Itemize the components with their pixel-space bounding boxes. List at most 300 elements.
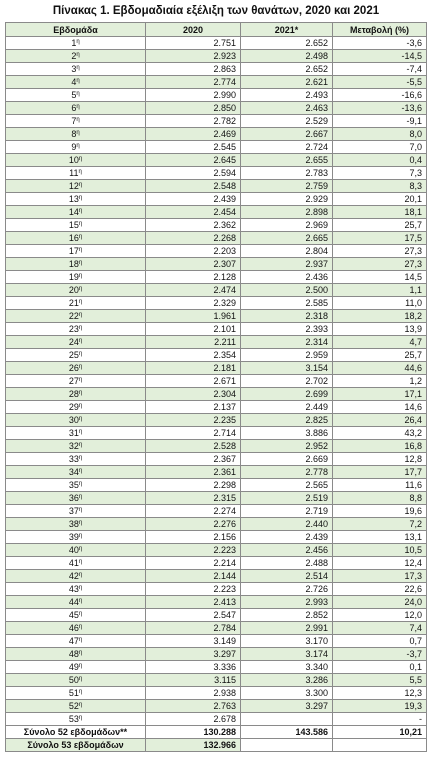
week-number: 19: [68, 272, 79, 282]
week-number: 53: [68, 714, 79, 724]
week-cell: [6, 700, 146, 713]
header-2020: 2020: [146, 23, 241, 37]
week-number: 4: [71, 77, 77, 87]
week-suffix: η: [78, 702, 83, 708]
deaths-2021-cell: 2.314: [241, 336, 333, 349]
deaths-2020-cell: 2.144: [146, 570, 241, 583]
change-percent-cell: -9,1: [333, 115, 427, 128]
deaths-2020-cell: 2.678: [146, 713, 241, 726]
deaths-2021-cell: 2.991: [241, 622, 333, 635]
week-suffix: η: [78, 637, 83, 643]
week-cell: [6, 583, 146, 596]
week-cell: [6, 193, 146, 206]
week-suffix: η: [78, 494, 83, 500]
week-number: 17: [68, 246, 79, 256]
week-suffix: η: [78, 598, 83, 604]
table-row: [6, 648, 427, 661]
week-suffix: η: [78, 520, 83, 526]
change-percent-cell: 12,8: [333, 453, 427, 466]
deaths-2020-cell: 2.439: [146, 193, 241, 206]
week-suffix: η: [78, 416, 83, 422]
deaths-2020-cell: 2.156: [146, 531, 241, 544]
total-53-change: [333, 739, 427, 752]
deaths-2020-cell: 2.298: [146, 479, 241, 492]
deaths-2020-cell: 2.223: [146, 544, 241, 557]
deaths-2021-cell: 2.669: [241, 453, 333, 466]
deaths-2021-cell: 3.286: [241, 674, 333, 687]
week-cell: [6, 544, 146, 557]
week-suffix: η: [78, 312, 83, 318]
week-number: 29: [68, 402, 79, 412]
week-suffix: η: [76, 78, 80, 84]
deaths-2020-cell: 2.863: [146, 63, 241, 76]
week-number: 37: [68, 506, 79, 516]
deaths-2020-cell: 2.181: [146, 362, 241, 375]
deaths-2020-cell: 2.671: [146, 375, 241, 388]
change-percent-cell: 11,6: [333, 479, 427, 492]
week-suffix: η: [78, 221, 83, 227]
deaths-2020-cell: 2.474: [146, 284, 241, 297]
week-cell: [6, 310, 146, 323]
change-percent-cell: -16,6: [333, 89, 427, 102]
table-row: [6, 193, 427, 206]
week-suffix: η: [78, 455, 83, 461]
deaths-2021-cell: 2.702: [241, 375, 333, 388]
table-row: [6, 661, 427, 674]
week-number: 18: [68, 259, 79, 269]
deaths-2020-cell: 1.961: [146, 310, 241, 323]
week-suffix: η: [78, 624, 83, 630]
table-row: [6, 635, 427, 648]
table-row: [6, 700, 427, 713]
table-row: [6, 232, 427, 245]
table-row: [6, 89, 427, 102]
week-number: 15: [68, 220, 79, 230]
change-percent-cell: 5,5: [333, 674, 427, 687]
week-cell: [6, 50, 146, 63]
change-percent-cell: 17,1: [333, 388, 427, 401]
deaths-2021-cell: 2.724: [241, 141, 333, 154]
week-suffix: η: [78, 247, 83, 253]
change-percent-cell: -3,7: [333, 648, 427, 661]
deaths-2021-cell: 2.514: [241, 570, 333, 583]
week-suffix: η: [76, 130, 80, 136]
deaths-2021-cell: 2.993: [241, 596, 333, 609]
week-number: 22: [68, 311, 79, 321]
week-suffix: η: [76, 91, 80, 97]
deaths-2021-cell: 2.493: [241, 89, 333, 102]
week-number: 12: [68, 181, 79, 191]
deaths-2020-cell: 2.413: [146, 596, 241, 609]
week-cell: [6, 167, 146, 180]
change-percent-cell: 44,6: [333, 362, 427, 375]
change-percent-cell: 8,0: [333, 128, 427, 141]
week-suffix: η: [78, 507, 83, 513]
week-cell: [6, 154, 146, 167]
table-row: [6, 180, 427, 193]
deaths-2020-cell: 2.367: [146, 453, 241, 466]
deaths-2020-cell: 2.454: [146, 206, 241, 219]
deaths-2020-cell: 2.307: [146, 258, 241, 271]
week-number: 39: [68, 532, 79, 542]
table-row: [6, 375, 427, 388]
change-percent-cell: 12,3: [333, 687, 427, 700]
week-cell: [6, 219, 146, 232]
total-52-row: [6, 726, 427, 739]
total-53-label: Σύνολο 53 εβδομάδων: [6, 739, 146, 752]
week-number: 25: [68, 350, 79, 360]
week-number: 41: [68, 558, 79, 568]
deaths-2020-cell: 2.268: [146, 232, 241, 245]
deaths-2020-cell: 2.714: [146, 427, 241, 440]
week-number: 6: [71, 103, 77, 113]
change-percent-cell: -13,6: [333, 102, 427, 115]
week-number: 28: [68, 389, 79, 399]
change-percent-cell: -7,4: [333, 63, 427, 76]
week-suffix: η: [76, 39, 80, 45]
deaths-2020-cell: 2.315: [146, 492, 241, 505]
deaths-2021-cell: 2.318: [241, 310, 333, 323]
change-percent-cell: 7,3: [333, 167, 427, 180]
week-number: 49: [68, 662, 79, 672]
week-cell: [6, 518, 146, 531]
deaths-2020-cell: 2.990: [146, 89, 241, 102]
table-row: [6, 596, 427, 609]
deaths-2020-cell: 2.547: [146, 609, 241, 622]
table-row: [6, 622, 427, 635]
week-number: 40: [68, 545, 79, 555]
week-number: 9: [71, 142, 77, 152]
header-change: Μεταβολή (%): [333, 23, 427, 37]
week-suffix: η: [78, 715, 83, 721]
deaths-2021-cell: 3.170: [241, 635, 333, 648]
deaths-2020-cell: 2.782: [146, 115, 241, 128]
week-cell: [6, 284, 146, 297]
week-number: 51: [68, 688, 79, 698]
deaths-2021-cell: 2.439: [241, 531, 333, 544]
week-number: 1: [71, 38, 77, 48]
week-suffix: η: [78, 442, 83, 448]
week-suffix: η: [78, 273, 83, 279]
week-cell: [6, 401, 146, 414]
week-number: 43: [68, 584, 79, 594]
deaths-2020-cell: 2.923: [146, 50, 241, 63]
week-cell: [6, 414, 146, 427]
week-cell: [6, 635, 146, 648]
week-cell: [6, 102, 146, 115]
week-suffix: η: [78, 481, 83, 487]
total-53-row: [6, 739, 427, 752]
week-number: 7: [71, 116, 77, 126]
change-percent-cell: 0,1: [333, 661, 427, 674]
table-body: [6, 37, 427, 726]
deaths-2020-cell: 2.469: [146, 128, 241, 141]
deaths-2020-cell: 2.354: [146, 349, 241, 362]
week-number: 47: [68, 636, 79, 646]
week-number: 35: [68, 480, 79, 490]
week-suffix: η: [78, 338, 83, 344]
week-number: 38: [68, 519, 79, 529]
week-cell: [6, 271, 146, 284]
deaths-2020-cell: 2.751: [146, 37, 241, 50]
change-percent-cell: 11,0: [333, 297, 427, 310]
week-number: 31: [68, 428, 79, 438]
change-percent-cell: 8,3: [333, 180, 427, 193]
week-number: 52: [68, 701, 79, 711]
table-row: [6, 414, 427, 427]
deaths-2021-cell: 2.952: [241, 440, 333, 453]
deaths-2021-cell: 2.759: [241, 180, 333, 193]
deaths-2020-cell: 2.362: [146, 219, 241, 232]
total-52-2020: 130.288: [146, 726, 241, 739]
deaths-2021-cell: 2.699: [241, 388, 333, 401]
week-number: 21: [68, 298, 79, 308]
deaths-2020-cell: 2.128: [146, 271, 241, 284]
week-cell: [6, 661, 146, 674]
deaths-2020-cell: 2.850: [146, 102, 241, 115]
deaths-2021-cell: 2.804: [241, 245, 333, 258]
deaths-2021-cell: 2.621: [241, 76, 333, 89]
week-number: 26: [68, 363, 79, 373]
table-row: [6, 167, 427, 180]
table-row: [6, 245, 427, 258]
week-cell: [6, 466, 146, 479]
week-cell: [6, 362, 146, 375]
week-number: 34: [68, 467, 79, 477]
week-suffix: η: [78, 169, 82, 175]
deaths-2021-cell: 2.498: [241, 50, 333, 63]
deaths-2021-cell: 2.440: [241, 518, 333, 531]
deaths-2020-cell: 2.361: [146, 466, 241, 479]
week-cell: [6, 570, 146, 583]
deaths-2020-cell: 2.774: [146, 76, 241, 89]
deaths-2021-cell: 2.959: [241, 349, 333, 362]
change-percent-cell: 25,7: [333, 219, 427, 232]
week-suffix: η: [78, 585, 83, 591]
change-percent-cell: 18,2: [333, 310, 427, 323]
week-number: 10: [68, 155, 79, 165]
table-row: [6, 492, 427, 505]
deaths-2020-cell: 3.149: [146, 635, 241, 648]
week-cell: [6, 76, 146, 89]
week-number: 5: [71, 90, 77, 100]
week-cell: [6, 388, 146, 401]
week-cell: [6, 713, 146, 726]
table-row: [6, 154, 427, 167]
change-percent-cell: 25,7: [333, 349, 427, 362]
deaths-2020-cell: 2.763: [146, 700, 241, 713]
deaths-2021-cell: 2.652: [241, 37, 333, 50]
deaths-2021-cell: 2.825: [241, 414, 333, 427]
week-cell: [6, 323, 146, 336]
week-suffix: η: [78, 351, 83, 357]
table-row: [6, 297, 427, 310]
table-row: [6, 557, 427, 570]
table-row: [6, 427, 427, 440]
deaths-2021-cell: 2.488: [241, 557, 333, 570]
deaths-2020-cell: 2.214: [146, 557, 241, 570]
table-row: [6, 401, 427, 414]
table-row: [6, 531, 427, 544]
deaths-2021-cell: 2.783: [241, 167, 333, 180]
week-suffix: η: [78, 468, 83, 474]
deaths-2020-cell: 2.274: [146, 505, 241, 518]
deaths-2021-cell: 2.726: [241, 583, 333, 596]
week-suffix: η: [78, 286, 83, 292]
table-row: [6, 388, 427, 401]
change-percent-cell: -: [333, 713, 427, 726]
week-suffix: η: [78, 156, 83, 162]
table-row: [6, 466, 427, 479]
week-cell: [6, 349, 146, 362]
deaths-2021-cell: 2.852: [241, 609, 333, 622]
header-week: Εβδομάδα: [6, 23, 146, 37]
deaths-2020-cell: 2.784: [146, 622, 241, 635]
deaths-2021-cell: 2.565: [241, 479, 333, 492]
table-row: [6, 362, 427, 375]
change-percent-cell: 16,8: [333, 440, 427, 453]
week-number: 32: [68, 441, 79, 451]
deaths-2021-cell: 2.652: [241, 63, 333, 76]
deaths-2021-cell: 2.393: [241, 323, 333, 336]
week-cell: [6, 375, 146, 388]
change-percent-cell: 12,0: [333, 609, 427, 622]
week-number: 3: [71, 64, 77, 74]
deaths-2021-cell: 3.297: [241, 700, 333, 713]
table-row: [6, 609, 427, 622]
week-number: 11: [69, 168, 79, 178]
header-row: [6, 23, 427, 37]
week-number: 45: [68, 610, 79, 620]
week-suffix: η: [78, 663, 83, 669]
table-row: [6, 271, 427, 284]
change-percent-cell: 7,2: [333, 518, 427, 531]
week-number: 20: [68, 285, 79, 295]
week-cell: [6, 674, 146, 687]
deaths-2020-cell: 2.548: [146, 180, 241, 193]
deaths-2020-cell: 2.594: [146, 167, 241, 180]
week-number: 46: [68, 623, 79, 633]
deaths-2020-cell: 2.203: [146, 245, 241, 258]
change-percent-cell: -5,5: [333, 76, 427, 89]
change-percent-cell: 18,1: [333, 206, 427, 219]
deaths-2020-cell: 2.101: [146, 323, 241, 336]
week-number: 16: [68, 233, 79, 243]
change-percent-cell: 1,1: [333, 284, 427, 297]
deaths-2021-cell: 2.719: [241, 505, 333, 518]
change-percent-cell: 13,9: [333, 323, 427, 336]
week-suffix: η: [78, 299, 83, 305]
deaths-2021-cell: 2.585: [241, 297, 333, 310]
deaths-2021-cell: 2.436: [241, 271, 333, 284]
week-cell: [6, 115, 146, 128]
change-percent-cell: 12,4: [333, 557, 427, 570]
deaths-2020-cell: 2.528: [146, 440, 241, 453]
week-cell: [6, 687, 146, 700]
table-row: [6, 63, 427, 76]
week-suffix: η: [78, 208, 83, 214]
table-row: [6, 206, 427, 219]
week-suffix: η: [78, 364, 83, 370]
week-cell: [6, 596, 146, 609]
week-suffix: η: [78, 559, 83, 565]
deaths-2021-cell: 2.463: [241, 102, 333, 115]
change-percent-cell: -14,5: [333, 50, 427, 63]
week-number: 48: [68, 649, 79, 659]
header-2021: 2021*: [241, 23, 333, 37]
deaths-2020-cell: 2.329: [146, 297, 241, 310]
table-row: [6, 544, 427, 557]
table-row: [6, 37, 427, 50]
week-cell: [6, 37, 146, 50]
change-percent-cell: 4,7: [333, 336, 427, 349]
week-suffix: η: [76, 104, 80, 110]
change-percent-cell: 22,6: [333, 583, 427, 596]
deaths-2021-cell: 3.340: [241, 661, 333, 674]
week-cell: [6, 206, 146, 219]
deaths-2021-cell: 2.456: [241, 544, 333, 557]
table-row: [6, 284, 427, 297]
table-row: [6, 479, 427, 492]
deaths-2021-cell: 2.655: [241, 154, 333, 167]
week-cell: [6, 427, 146, 440]
change-percent-cell: 14,5: [333, 271, 427, 284]
change-percent-cell: 27,3: [333, 245, 427, 258]
deaths-2020-cell: 2.545: [146, 141, 241, 154]
change-percent-cell: 20,1: [333, 193, 427, 206]
week-cell: [6, 141, 146, 154]
table-row: [6, 583, 427, 596]
week-number: 33: [68, 454, 79, 464]
week-cell: [6, 89, 146, 102]
total-53-2020: 132.966: [146, 739, 241, 752]
week-suffix: η: [78, 533, 83, 539]
table-title: Πίνακας 1. Εβδομαδιαία εξέλιξη των θανάτων, 2020 και 2021: [52, 5, 380, 17]
deaths-2020-cell: 2.137: [146, 401, 241, 414]
week-number: 50: [68, 675, 79, 685]
week-number: 2: [71, 51, 77, 61]
table-row: [6, 505, 427, 518]
change-percent-cell: 24,0: [333, 596, 427, 609]
change-percent-cell: 8,8: [333, 492, 427, 505]
total-53-2021: [241, 739, 333, 752]
table-row: [6, 76, 427, 89]
week-suffix: η: [78, 195, 83, 201]
change-percent-cell: 27,3: [333, 258, 427, 271]
week-cell: [6, 336, 146, 349]
change-percent-cell: 13,1: [333, 531, 427, 544]
change-percent-cell: 7,4: [333, 622, 427, 635]
week-number: 36: [68, 493, 79, 503]
week-cell: [6, 258, 146, 271]
table-row: [6, 518, 427, 531]
deaths-2020-cell: 2.304: [146, 388, 241, 401]
deaths-2021-cell: 3.300: [241, 687, 333, 700]
deaths-2021-cell: 2.937: [241, 258, 333, 271]
deaths-2021-cell: [241, 713, 333, 726]
week-number: 14: [68, 207, 79, 217]
week-cell: [6, 453, 146, 466]
table-row: [6, 115, 427, 128]
week-cell: [6, 492, 146, 505]
table-row: [6, 570, 427, 583]
weekly-deaths-table: [5, 22, 427, 752]
week-suffix: η: [76, 65, 80, 71]
week-cell: [6, 232, 146, 245]
deaths-2021-cell: 2.500: [241, 284, 333, 297]
total-52-2021: 143.586: [241, 726, 333, 739]
week-suffix: η: [76, 117, 80, 123]
